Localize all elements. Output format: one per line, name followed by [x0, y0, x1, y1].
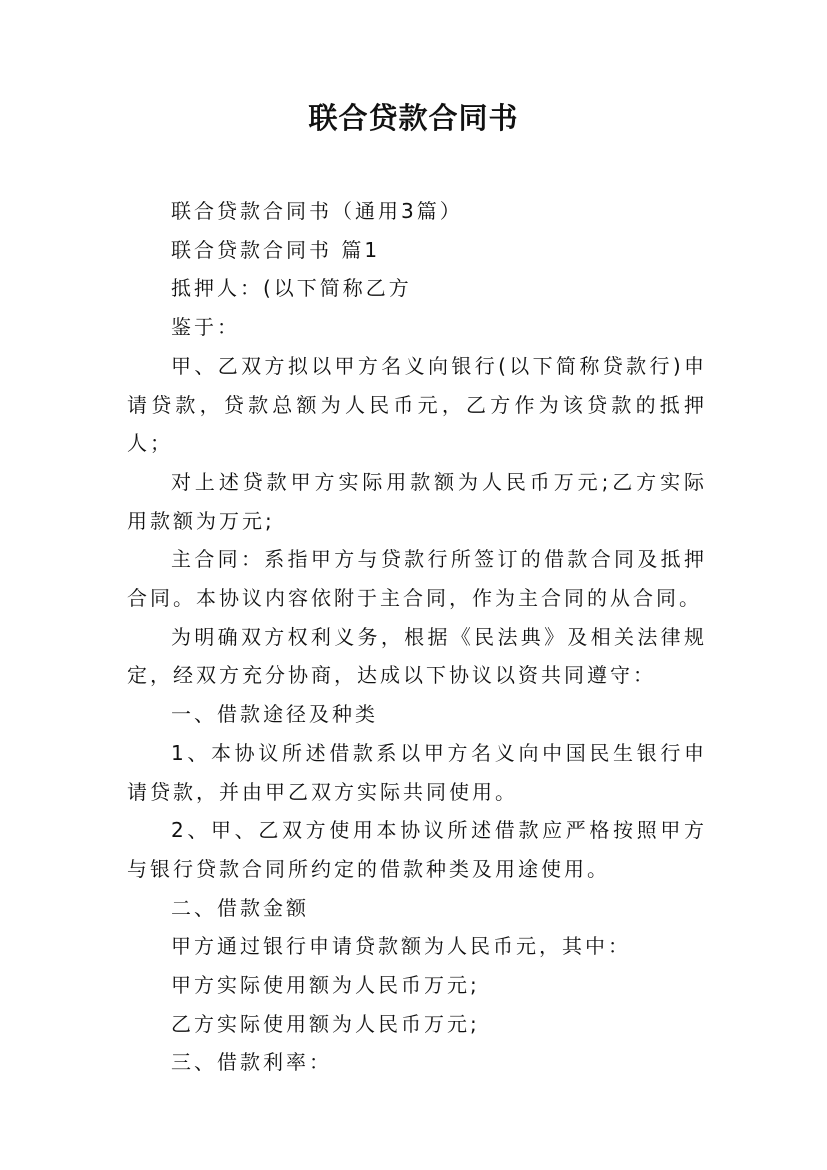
paragraph-loan-application: 甲、乙双方拟以甲方名义向银行(以下简称贷款行)申请贷款，贷款总额为人民币元，乙方作为该贷款的抵押人；	[127, 353, 707, 456]
paragraph-actual-usage: 对上述贷款甲方实际用款额为人民币万元;乙方实际用款额为万元;	[127, 469, 707, 533]
paragraph-section-heading: 联合贷款合同书 篇1	[171, 237, 381, 262]
paragraph-purpose: 为明确双方权利义务，根据《民法典》及相关法律规定，经双方充分协商，达成以下协议以资共同遵守：	[127, 624, 707, 688]
paragraph-clause-1-2: 2、甲、乙双方使用本协议所述借款应严格按照甲方与银行贷款合同所约定的借款种类及用途使用。	[127, 818, 707, 881]
paragraph-clause-1-1: 1、本协议所述借款系以甲方名义向中国民生银行申请贷款，并由甲乙双方实际共同使用。	[127, 740, 707, 804]
paragraph-main-contract: 主合同：系指甲方与贷款行所签订的借款合同及抵押合同。本协议内容依附于主合同，作为主合同的从合同。	[127, 547, 707, 611]
paragraph-party-a-usage: 甲方实际使用额为人民币万元;	[171, 973, 480, 998]
paragraph-heading-2: 二、借款金额	[171, 895, 309, 920]
paragraph-subtitle: 联合贷款合同书（通用3篇）	[171, 199, 463, 223]
paragraph-whereas: 鉴于：	[171, 315, 240, 340]
paragraph-party-b-usage: 乙方实际使用额为人民币万元;	[171, 1011, 480, 1036]
document-title: 联合贷款合同书	[308, 101, 519, 135]
paragraph-heading-3: 三、借款利率：	[171, 1050, 332, 1075]
paragraph-mortgagor: 抵押人：(以下简称乙方	[171, 276, 412, 301]
paragraph-loan-amount: 甲方通过银行申请贷款额为人民币元，其中：	[171, 934, 631, 959]
document-body	[127, 192, 707, 1082]
paragraph-heading-1: 一、借款途径及种类	[171, 702, 378, 727]
